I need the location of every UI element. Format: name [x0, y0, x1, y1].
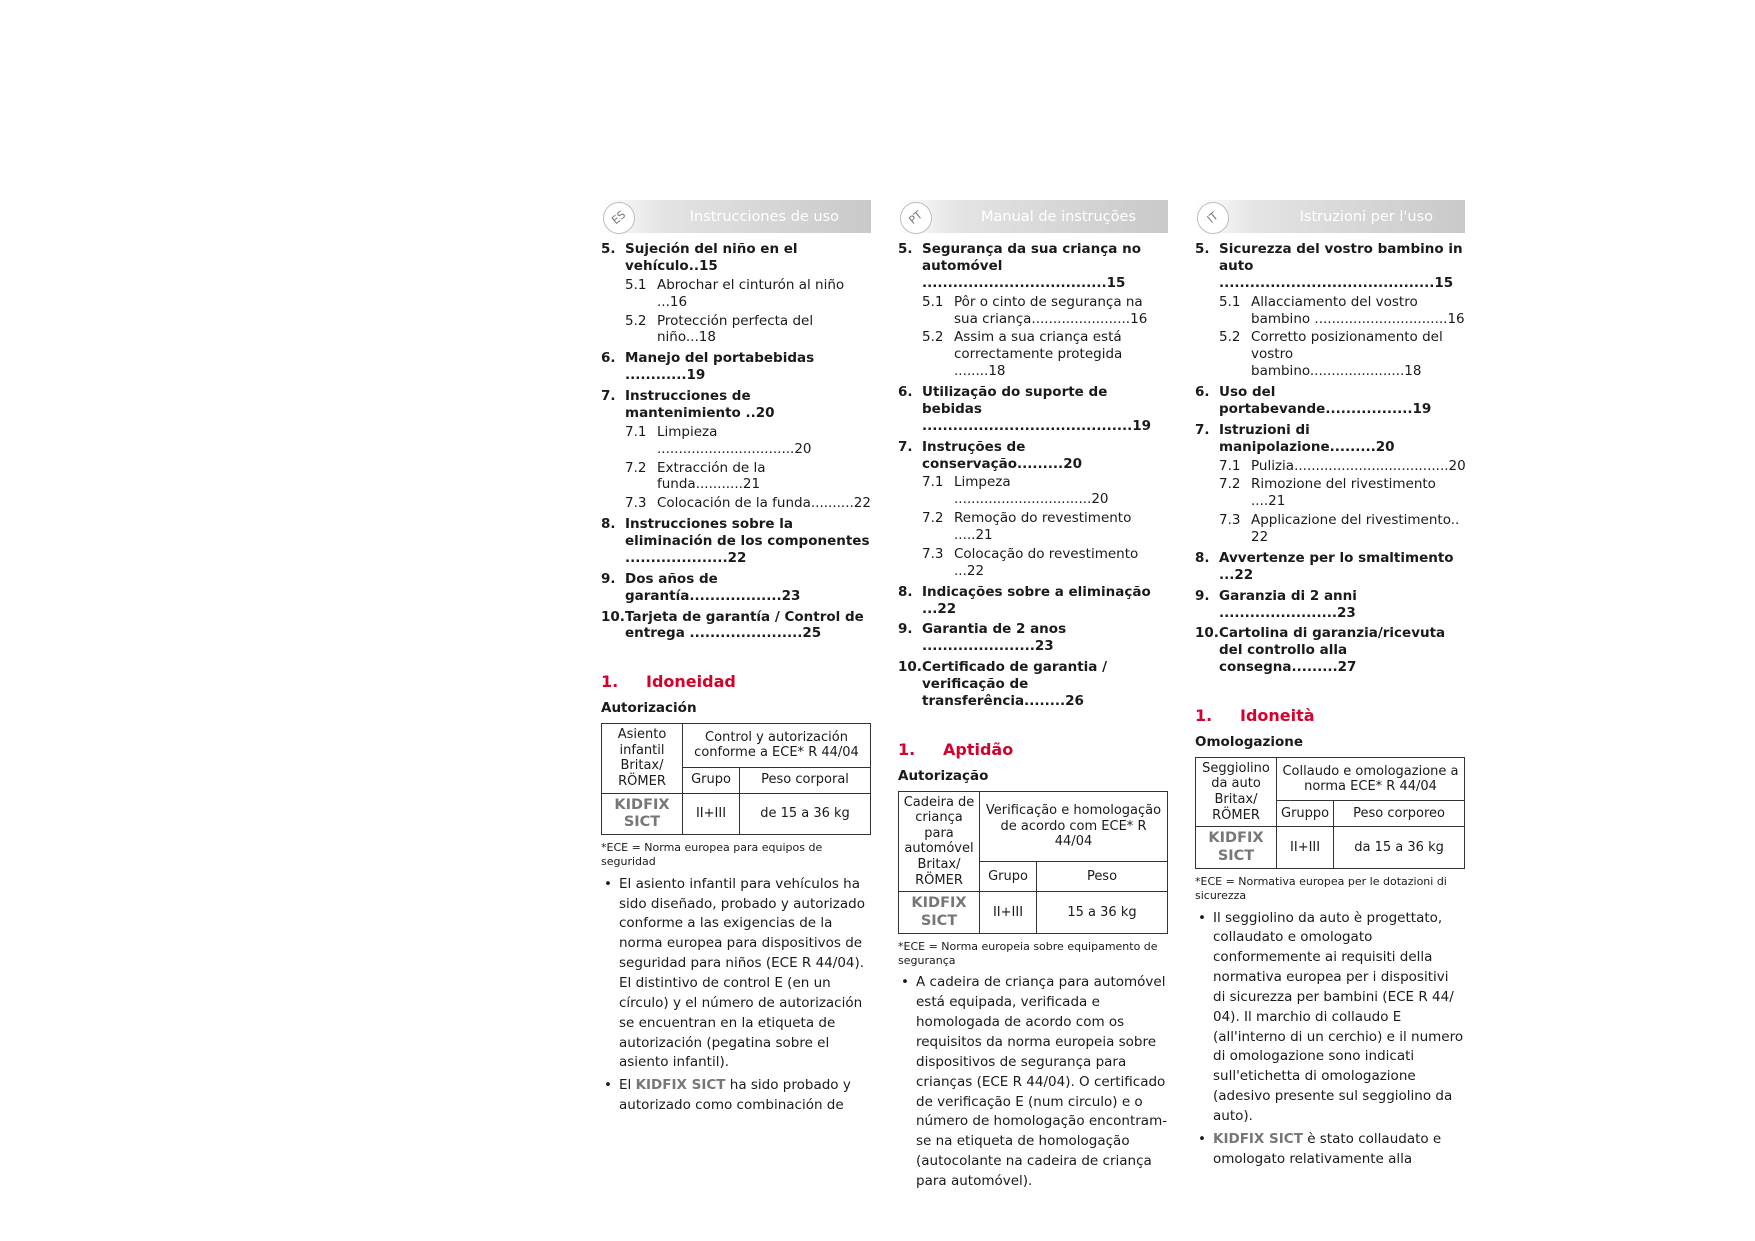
toc-entry	[1195, 625, 1465, 676]
toc-number: 7.	[898, 438, 913, 455]
section-number: 1.	[601, 672, 619, 692]
toc-number: 5.	[1195, 241, 1210, 257]
toc-title: Manejo del portabebidas ............19	[625, 350, 815, 384]
toc-entry	[601, 609, 871, 643]
toc-number: 5.	[898, 241, 913, 257]
toc-number: 10.	[1195, 625, 1219, 642]
product-name: KIDFIX SICT	[635, 1077, 726, 1094]
toc-title: Extracción de la funda...........21	[657, 459, 766, 493]
toc-entry	[601, 571, 871, 605]
toc-number: 10.	[898, 659, 922, 676]
toc-number: 7.3	[922, 545, 944, 562]
toc-title: Abrochar el cinturón al niño ...16	[657, 276, 845, 310]
approval-header-cell: Verificação e homologação de acordo com ECE* R 44/04	[980, 791, 1168, 862]
toc-number: 7.2	[625, 459, 647, 476]
weight-cell: 15 a 36 kg	[1037, 892, 1168, 934]
toc-title: Sujeción del niño en el vehículo..15	[625, 241, 798, 274]
section-heading	[1195, 706, 1465, 726]
footnote: *ECE = Norma europea para equipos de seguridad	[601, 841, 823, 869]
approval-header-cell: Control y autorización conforme a ECE* R 44/04	[683, 724, 871, 768]
toc-title: Instruções de conservação.........20	[922, 438, 1082, 472]
toc-number: 9.	[601, 570, 616, 587]
toc-entry	[898, 294, 1168, 328]
toc-entry	[601, 241, 871, 275]
toc-title: Garantia de 2 anos ......................23	[922, 621, 1067, 655]
subsection-heading: Autorización	[601, 700, 697, 717]
toc-entry	[1195, 512, 1465, 546]
toc-title: Cartolina di garanzia/ricevuta del controllo alla consegna.........27	[1219, 625, 1446, 676]
language-column	[898, 200, 1168, 1195]
toc-title: Remoção do revestimento .....21	[954, 510, 1132, 543]
toc-number: 6.	[898, 384, 913, 400]
bullet-marker: •	[1198, 909, 1206, 926]
header-title: Instrucciones de uso	[689, 209, 839, 225]
product-name: KIDFIX SICT	[1213, 1130, 1303, 1147]
group-cell: II+III	[1277, 827, 1334, 869]
table-of-contents	[601, 241, 871, 642]
toc-number: 5.1	[922, 293, 944, 310]
toc-entry	[898, 546, 1168, 580]
table-row	[1196, 827, 1465, 869]
toc-number: 9.	[1195, 587, 1210, 604]
toc-number: 7.3	[1219, 512, 1241, 529]
bullet-item	[601, 1076, 871, 1116]
table-row	[899, 892, 1168, 934]
toc-title: Utilização do suporte de bebidas .........................................19	[922, 384, 1152, 434]
bullet-marker: •	[901, 974, 909, 991]
table-of-contents	[1195, 241, 1465, 676]
toc-number: 6.	[1195, 384, 1210, 400]
toc-number: 7.1	[922, 474, 944, 491]
toc-title: Segurança da sua criança no automóvel ....................................15	[922, 241, 1141, 291]
toc-entry	[601, 495, 871, 512]
toc-title: Sicurezza del vostro bambino in auto ..........................................15	[1219, 241, 1463, 291]
toc-title: Assim a sua criança está correctamente protegida ........18	[954, 329, 1123, 380]
language-badge: ES	[596, 195, 641, 240]
toc-number: 8.	[898, 583, 913, 600]
toc-entry	[1195, 458, 1465, 475]
toc-entry	[898, 510, 1168, 544]
footnote: *ECE = Norma europeia sobre equipamento de segurança	[898, 939, 1158, 967]
toc-title: Corretto posizionamento del vostro bambino......................18	[1251, 329, 1443, 380]
column-header	[898, 200, 1168, 233]
toc-number: 10.	[601, 608, 625, 625]
bullet-text: Il seggiolino da auto è progettato, collaudato e omologato conformemente ai requisiti della normativa europea per i dispositivi di sicurezza per bambini (ECE R 44/ 04). Il marchio di collaudo E (all'interno di un cerchio) e il numero di omologazione sono indicati sull'etichetta di omologazione (adesivo presente sul seggiolino da auto).	[1213, 909, 1464, 1124]
toc-title: Colocación de la funda..........22	[657, 495, 871, 512]
language-badge: IT	[1190, 195, 1235, 240]
group-header-cell: Grupo	[980, 862, 1037, 892]
toc-title: Pôr o cinto de segurança na sua criança.......................16	[954, 293, 1148, 327]
toc-number: 7.3	[625, 495, 647, 512]
table-row	[899, 791, 1168, 862]
toc-entry	[1195, 294, 1465, 328]
toc-entry	[1195, 422, 1465, 456]
bullet-list	[601, 875, 871, 1116]
toc-title: Rimozione del rivestimento ....21	[1251, 476, 1436, 510]
section-title: Idoneità	[1240, 706, 1315, 725]
weight-cell: de 15 a 36 kg	[740, 793, 871, 835]
section-heading	[601, 672, 871, 692]
toc-number: 5.2	[922, 329, 944, 346]
toc-entry	[898, 241, 1168, 292]
toc-entry	[601, 388, 871, 422]
table-row	[602, 793, 871, 835]
toc-number: 7.2	[1219, 476, 1241, 493]
toc-number: 7.2	[922, 510, 944, 527]
footnote: *ECE = Normativa europea per le dotazioni di sicurezza	[1195, 875, 1447, 902]
toc-title: Istruzioni di manipolazione.........20	[1219, 421, 1395, 455]
weight-header-cell: Peso	[1037, 862, 1168, 892]
bullet-marker: •	[1198, 1130, 1206, 1147]
language-column	[1195, 200, 1465, 1173]
section-number: 1.	[1195, 706, 1213, 725]
group-cell: II+III	[683, 793, 740, 835]
toc-title: Colocação do revestimento ...22	[954, 545, 1139, 579]
toc-title: Allacciamento del vostro bambino ...............................16	[1251, 293, 1465, 327]
toc-number: 7.	[1195, 421, 1210, 438]
bullet-item	[1195, 909, 1465, 1127]
toc-entry	[898, 621, 1168, 655]
bullet-text: A cadeira de criança para automóvel está equipada, verificada e homologada de acordo com os requisitos da norma europeia sobre dispositivos de segurança para crianças (ECE R 44/04). O certificado de verificação E (num circulo) e o número de homologação encontram-se na etiqueta de homologação (autocolante na cadeira de criança para automóvel).	[916, 974, 1168, 1189]
toc-entry	[601, 277, 871, 311]
toc-entry	[601, 424, 871, 458]
toc-title: Indicações sobre a eliminação ...22	[922, 583, 1151, 617]
weight-header-cell: Peso corporal	[740, 767, 871, 793]
product-cell: KIDFIX SICT	[602, 793, 683, 835]
bullet-text: El	[619, 1077, 636, 1094]
group-header-cell: Gruppo	[1277, 801, 1334, 827]
toc-entry	[898, 474, 1168, 508]
toc-title: Uso del portabevande.................19	[1219, 384, 1432, 417]
header-title: Istruzioni per l'uso	[1299, 209, 1433, 225]
bullet-item	[601, 875, 871, 1073]
bullet-text-continued: ha sido probado y autorizado como combinación de	[619, 1077, 851, 1114]
toc-entry	[1195, 476, 1465, 510]
toc-number: 5.2	[625, 312, 647, 329]
section-heading	[898, 740, 1168, 760]
toc-entry	[601, 350, 871, 384]
toc-title: Dos años de garantía..................23	[625, 570, 801, 604]
toc-entry	[601, 460, 871, 494]
language-column	[601, 200, 871, 1119]
toc-entry	[1195, 241, 1465, 292]
product-cell: KIDFIX SICT	[1196, 827, 1277, 869]
toc-entry	[1195, 550, 1465, 584]
table-row	[1196, 757, 1465, 801]
toc-title: Garanzia di 2 anni .......................23	[1219, 587, 1357, 621]
toc-number: 9.	[898, 621, 913, 638]
bullet-item	[1195, 1130, 1465, 1170]
seat-header-cell: Asiento infantil Britax/ RÖMER	[602, 724, 683, 793]
section-title: Idoneidad	[646, 672, 736, 692]
seat-header-cell: Seggiolino da auto Britax/ RÖMER	[1196, 757, 1277, 826]
subsection-heading: Omologazione	[1195, 734, 1304, 750]
toc-number: 7.1	[1219, 457, 1241, 474]
subsection-heading: Autorização	[898, 767, 989, 784]
column-header	[601, 200, 871, 233]
bullet-list	[1195, 909, 1465, 1170]
approval-table	[898, 791, 1168, 934]
column-header	[1195, 200, 1465, 233]
bullet-text-continued: è stato collaudato e omologato relativamente alla	[1213, 1130, 1442, 1167]
toc-number: 5.1	[625, 276, 647, 293]
seat-header-cell: Cadeira de criança para automóvel Britax/ RÖMER	[899, 791, 980, 892]
weight-cell: da 15 a 36 kg	[1334, 827, 1465, 869]
toc-title: Tarjeta de garantía / Control de entrega ......................25	[625, 608, 864, 642]
approval-header-cell: Collaudo e omologazione a norma ECE* R 44/04	[1277, 757, 1465, 801]
section-title: Aptidão	[943, 739, 1014, 759]
bullet-marker: •	[604, 875, 612, 892]
toc-title: Limpeza ................................20	[954, 474, 1109, 508]
product-cell: KIDFIX SICT	[899, 892, 980, 934]
toc-entry	[1195, 384, 1465, 418]
bullet-text: El asiento infantil para vehículos ha sido diseñado, probado y autorizado conforme a las exigencias de la norma europea para dispositivos de seguridad para niños (ECE R 44/04). El distintivo de control E (en un círculo) y el número de autorización se encuentran en la etiqueta de autorización (pegatina sobre el asiento infantil).	[619, 875, 865, 1071]
toc-number: 5.1	[1219, 293, 1241, 310]
toc-title: Instrucciones de mantenimiento ..20	[625, 388, 775, 421]
bullet-item	[898, 973, 1168, 1191]
toc-number: 7.	[601, 388, 616, 404]
toc-number: 8.	[601, 516, 616, 533]
toc-entry	[898, 329, 1168, 380]
group-header-cell: Grupo	[683, 767, 740, 793]
toc-number: 7.1	[625, 423, 647, 440]
toc-entry	[898, 384, 1168, 435]
toc-title: Protección perfecta del niño...18	[657, 312, 814, 346]
bullet-list	[898, 973, 1168, 1191]
approval-table	[1195, 757, 1465, 869]
toc-entry	[898, 659, 1168, 710]
language-badge: PT	[893, 195, 938, 240]
toc-number: 6.	[601, 350, 616, 367]
toc-entry	[601, 313, 871, 347]
toc-entry	[898, 439, 1168, 473]
toc-entry	[1195, 588, 1465, 622]
toc-title: Pulizia....................................20	[1251, 457, 1466, 474]
toc-entry	[601, 516, 871, 567]
toc-title: Applicazione del rivestimento.. 22	[1251, 512, 1460, 545]
table-row	[602, 724, 871, 768]
group-cell: II+III	[980, 892, 1037, 934]
toc-number: 5.	[601, 241, 616, 257]
weight-header-cell: Peso corporeo	[1334, 801, 1465, 827]
approval-table	[601, 723, 871, 835]
toc-entry	[898, 584, 1168, 618]
section-number: 1.	[898, 739, 916, 759]
header-title: Manual de instruções	[981, 209, 1136, 225]
toc-title: Certificado de garantia / verificação de transferência........26	[922, 659, 1108, 709]
toc-title: Limpieza ................................20	[657, 423, 812, 457]
toc-entry	[1195, 329, 1465, 380]
toc-number: 5.2	[1219, 329, 1241, 346]
bullet-marker: •	[604, 1077, 612, 1094]
table-of-contents	[898, 241, 1168, 710]
toc-title: Avvertenze per lo smaltimento ...22	[1219, 549, 1454, 583]
toc-title: Instrucciones sobre la eliminación de los componentes ....................22	[625, 516, 870, 566]
toc-number: 8.	[1195, 549, 1210, 566]
